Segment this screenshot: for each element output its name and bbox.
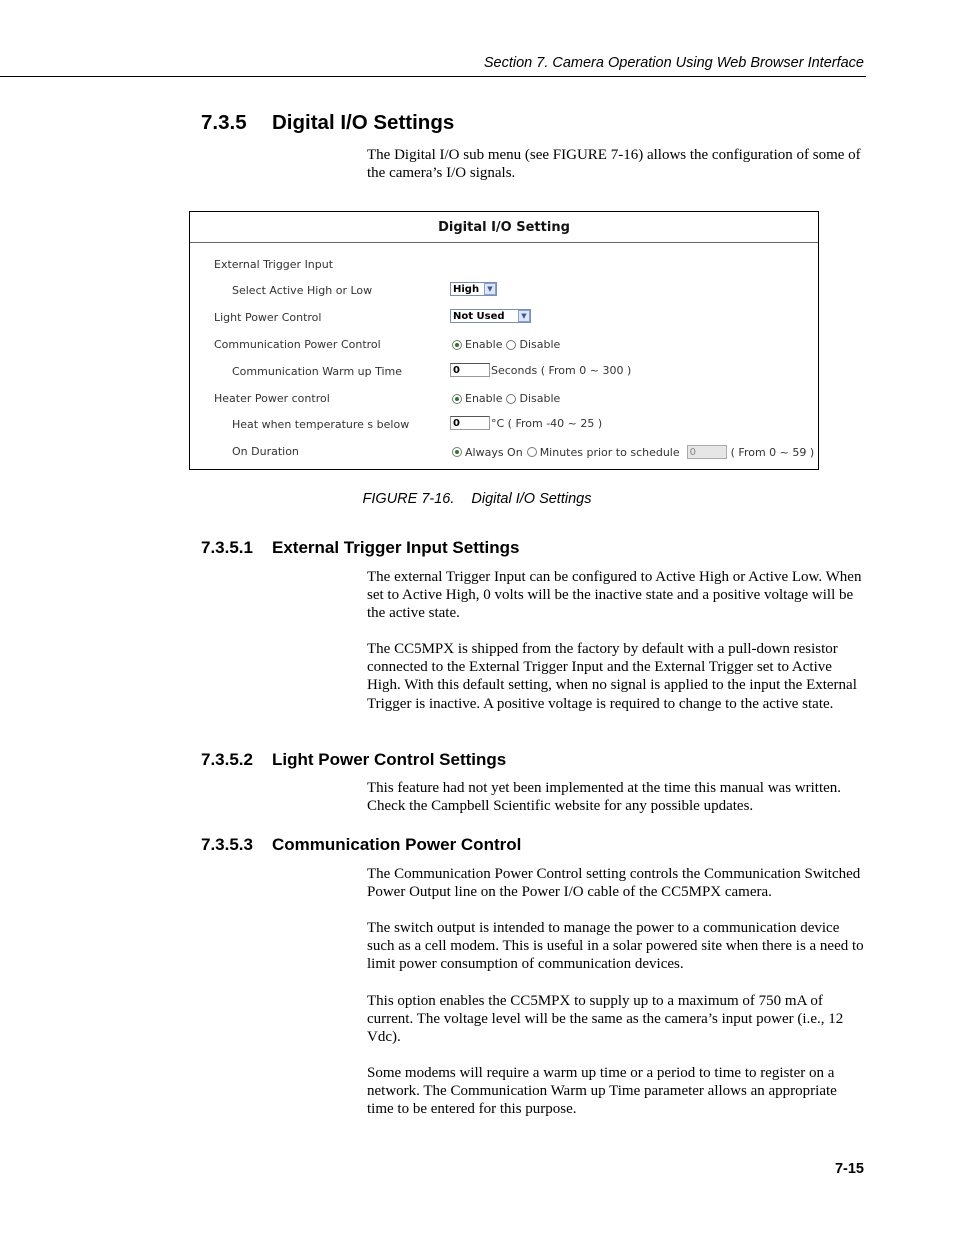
light-power-value: Not Used bbox=[453, 310, 505, 322]
active-level-value: High bbox=[453, 283, 480, 295]
form-title: Digital I/O Setting bbox=[438, 220, 570, 235]
always-on-radio[interactable] bbox=[452, 447, 462, 457]
figure-caption-text: Digital I/O Settings bbox=[471, 491, 592, 507]
paragraph: Some modems will require a warm up time or a period to time to register on a network. The Communication Warm up Time parameter allows an appropriate time to be entered for this purpose. bbox=[367, 1065, 837, 1118]
label-select-active: Select Active High or Low bbox=[232, 284, 373, 297]
comm-warmup-input[interactable]: 0 bbox=[450, 363, 490, 377]
header-divider bbox=[0, 76, 866, 77]
label-light-power-control: Light Power Control bbox=[214, 311, 322, 324]
section-number: 7.3.5 bbox=[201, 111, 247, 134]
section-title: Digital I/O Settings bbox=[272, 111, 455, 134]
paragraph: This feature had not yet been implemented at the time this manual was written. Check the Campbell Scientific website for any possible updates. bbox=[367, 780, 842, 815]
paragraph: The external Trigger Input can be configured to Active High or Active Low. When set to Active High, 0 volts will be the inactive state and a positive voltage will be the active state. bbox=[367, 569, 862, 622]
always-on-label: Always On bbox=[465, 445, 523, 459]
light-power-select[interactable] bbox=[450, 309, 531, 323]
radio-selected-dot bbox=[455, 343, 459, 347]
paragraph: The switch output is intended to manage the power to a communication device such as a cell modem. This is useful in a solar powered site when there is a need to limit power consumption of communication devices. bbox=[367, 920, 864, 973]
minutes-prior-input[interactable]: 0 bbox=[687, 445, 727, 459]
comm-warmup-unit: Seconds ( From 0 ~ 300 ) bbox=[491, 363, 632, 377]
heat-below-input[interactable]: 0 bbox=[450, 416, 490, 430]
subsection-title: Light Power Control Settings bbox=[272, 750, 507, 769]
label-comm-power-control: Communication Power Control bbox=[214, 338, 381, 351]
running-header: Section 7. Camera Operation Using Web Browser Interface bbox=[483, 55, 864, 71]
figure-caption bbox=[0, 491, 954, 507]
label-heater-power-control: Heater Power control bbox=[214, 392, 330, 405]
heat-below-unit: °C ( From -40 ~ 25 ) bbox=[491, 416, 603, 430]
heater-enable-label: Enable bbox=[465, 392, 503, 405]
page-number: 7-15 bbox=[834, 1161, 864, 1177]
active-level-select[interactable] bbox=[450, 282, 497, 296]
label-heat-below: Heat when temperature s below bbox=[232, 418, 410, 431]
form-title-divider bbox=[190, 242, 818, 243]
chevron-down-icon: ▼ bbox=[518, 310, 530, 322]
radio-selected-dot bbox=[455, 450, 459, 454]
comm-disable-label: Disable bbox=[519, 338, 561, 351]
subsection-number: 7.3.5.1 bbox=[201, 538, 253, 557]
minutes-prior-label: Minutes prior to schedule bbox=[539, 445, 680, 459]
paragraph: The CC5MPX is shipped from the factory by default with a pull-down resistor connected to the External Trigger Input and the External Trigger set to Active High. With this default setting, when no signal is applied to the input the External Trigger is inactive. A positive voltage is required to change to the active state. bbox=[367, 641, 857, 712]
heater-disable-label: Disable bbox=[519, 392, 561, 405]
minutes-range: ( From 0 ~ 59 ) bbox=[730, 445, 815, 459]
label-external-trigger-input: External Trigger Input bbox=[214, 258, 334, 271]
section-intro: The Digital I/O sub menu (see FIGURE 7-16) allows the configuration of some of the camera’s I/O signals. bbox=[367, 147, 861, 182]
subsection-title: External Trigger Input Settings bbox=[272, 538, 520, 557]
label-on-duration: On Duration bbox=[232, 445, 299, 458]
paragraph: This option enables the CC5MPX to supply up to a maximum of 750 mA of current. The voltage level will be the same as the camera’s input power (i.e., 12 Vdc). bbox=[367, 993, 844, 1046]
paragraph: The Communication Power Control setting controls the Communication Switched Power Output line on the Power I/O cable of the CC5MPX camera. bbox=[367, 866, 861, 901]
digital-io-form-figure bbox=[189, 211, 819, 470]
comm-enable-radio[interactable] bbox=[452, 340, 462, 350]
minutes-prior-radio[interactable] bbox=[527, 447, 537, 457]
comm-disable-radio[interactable] bbox=[506, 340, 516, 350]
subsection-title: Communication Power Control bbox=[272, 835, 522, 854]
section-heading bbox=[201, 111, 454, 135]
subsection-heading-3 bbox=[201, 835, 521, 855]
subsection-number: 7.3.5.3 bbox=[201, 835, 253, 854]
subsection-heading-2 bbox=[201, 750, 506, 770]
comm-enable-label: Enable bbox=[465, 338, 503, 351]
heater-disable-radio[interactable] bbox=[506, 394, 516, 404]
heater-enable-radio[interactable] bbox=[452, 394, 462, 404]
subsection-number: 7.3.5.2 bbox=[201, 750, 253, 769]
subsection-heading-1 bbox=[201, 538, 519, 558]
chevron-down-icon: ▼ bbox=[484, 283, 496, 295]
figure-caption-label: FIGURE 7-16. bbox=[362, 491, 455, 507]
label-comm-warmup: Communication Warm up Time bbox=[232, 365, 403, 378]
radio-selected-dot bbox=[455, 397, 459, 401]
